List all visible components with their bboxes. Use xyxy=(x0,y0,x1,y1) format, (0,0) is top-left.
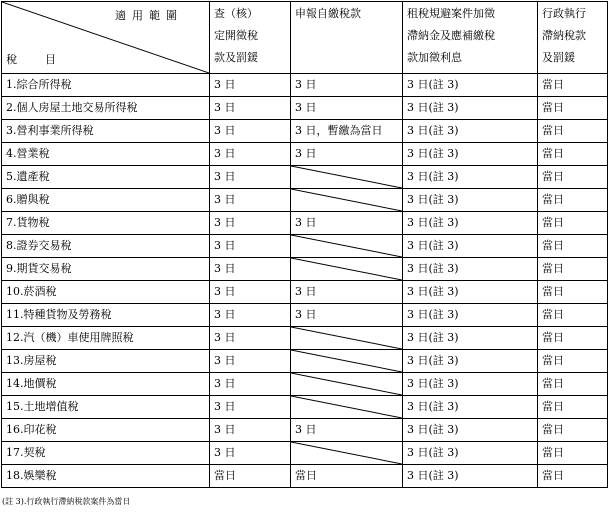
deadline-cell: 3 日(註 3) xyxy=(403,143,538,166)
header-line: 款加徵利息 xyxy=(407,51,462,64)
deadline-cell: 3 日(註 3) xyxy=(403,396,538,419)
diagonal-slash xyxy=(291,442,402,464)
deadline-cell: 3 日(註 3) xyxy=(403,97,538,120)
deadline-cell: 3 日 xyxy=(210,189,291,212)
table-row xyxy=(2,281,608,304)
tax-name-cell: 8.證券交易稅 xyxy=(2,235,210,258)
not-applicable-cell xyxy=(291,235,403,258)
header-administrative-enforcement xyxy=(538,2,608,74)
tax-name-cell: 7.貨物稅 xyxy=(2,212,210,235)
deadline-cell: 3 日 xyxy=(291,143,403,166)
table-row xyxy=(2,212,608,235)
deadline-cell: 3 日 xyxy=(210,442,291,465)
scope-label: 適用範圍 xyxy=(115,9,183,22)
table-row xyxy=(2,304,608,327)
diagonal-slash xyxy=(291,189,402,211)
not-applicable-cell xyxy=(291,258,403,281)
table-row xyxy=(2,396,608,419)
deadline-cell: 當日 xyxy=(538,97,608,120)
deadline-cell: 當日 xyxy=(538,74,608,97)
table-row xyxy=(2,143,608,166)
header-tax-avoidance xyxy=(403,2,538,74)
deadline-cell: 3 日(註 3) xyxy=(403,74,538,97)
not-applicable-cell xyxy=(291,189,403,212)
deadline-cell: 當日 xyxy=(538,143,608,166)
tax-name-cell: 16.印花稅 xyxy=(2,419,210,442)
deadline-cell: 3 日 xyxy=(210,304,291,327)
table-row xyxy=(2,74,608,97)
not-applicable-cell xyxy=(291,396,403,419)
deadline-cell: 當日 xyxy=(538,465,608,488)
not-applicable-cell xyxy=(291,350,403,373)
deadline-cell: 當日 xyxy=(538,281,608,304)
deadline-cell: 3 日 xyxy=(210,74,291,97)
tax-name-cell: 14.地價稅 xyxy=(2,373,210,396)
deadline-cell: 3 日(註 3) xyxy=(403,304,538,327)
deadline-cell: 當日 xyxy=(538,327,608,350)
deadline-cell: 當日 xyxy=(538,350,608,373)
table-row xyxy=(2,166,608,189)
deadline-cell: 當日 xyxy=(538,304,608,327)
deadline-cell: 3 日(註 3) xyxy=(403,189,538,212)
table-row xyxy=(2,419,608,442)
tax-name-cell: 3.營利事業所得稅 xyxy=(2,120,210,143)
deadline-cell: 3 日 xyxy=(291,281,403,304)
deadline-cell: 3 日(註 3) xyxy=(403,235,538,258)
table-body xyxy=(2,74,608,488)
table-row xyxy=(2,373,608,396)
header-line: 及罰鍰 xyxy=(542,51,575,64)
deadline-cell: 當日 xyxy=(538,189,608,212)
diagonal-slash xyxy=(291,258,402,280)
deadline-cell: 3 日(註 3) xyxy=(403,465,538,488)
deadline-cell: 3 日 xyxy=(210,396,291,419)
deadline-cell: 3 日 xyxy=(210,350,291,373)
header-line: 款及罰鍰 xyxy=(214,51,258,64)
table-row xyxy=(2,97,608,120)
deadline-cell: 3 日 xyxy=(210,419,291,442)
deadline-cell: 當日 xyxy=(538,373,608,396)
deadline-cell: 3 日 xyxy=(291,419,403,442)
table-row xyxy=(2,120,608,143)
diagonal-slash xyxy=(291,327,402,349)
deadline-cell: 3 日(註 3) xyxy=(403,120,538,143)
deadline-cell: 3 日(註 3) xyxy=(403,373,538,396)
deadline-cell: 3 日，暫繳為當日 xyxy=(291,120,403,143)
header-row xyxy=(2,2,608,74)
deadline-cell: 當日 xyxy=(538,442,608,465)
tax-schedule-document xyxy=(1,1,608,488)
tax-name-cell: 10.菸酒稅 xyxy=(2,281,210,304)
deadline-cell: 當日 xyxy=(538,166,608,189)
tax-name-cell: 4.營業稅 xyxy=(2,143,210,166)
header-assessment xyxy=(210,2,291,74)
deadline-cell: 3 日(註 3) xyxy=(403,350,538,373)
table-row xyxy=(2,350,608,373)
deadline-cell: 3 日 xyxy=(291,97,403,120)
deadline-cell: 3 日 xyxy=(210,258,291,281)
tax-name-cell: 18.娛樂稅 xyxy=(2,465,210,488)
not-applicable-cell xyxy=(291,373,403,396)
table-row xyxy=(2,442,608,465)
deadline-cell: 當日 xyxy=(538,396,608,419)
deadline-cell: 3 日(註 3) xyxy=(403,442,538,465)
diagonal-slash xyxy=(291,166,402,188)
deadline-cell: 3 日(註 3) xyxy=(403,212,538,235)
deadline-cell: 3 日 xyxy=(291,212,403,235)
deadline-cell: 3 日(註 3) xyxy=(403,166,538,189)
header-line: 行政執行 xyxy=(542,7,586,20)
deadline-cell: 3 日(註 3) xyxy=(403,258,538,281)
deadline-cell: 3 日 xyxy=(291,74,403,97)
header-line: 申報自繳稅款 xyxy=(295,7,361,20)
deadline-cell: 3 日 xyxy=(210,373,291,396)
tax-schedule-table xyxy=(1,1,608,488)
header-line: 滯納金及應補繳稅 xyxy=(407,29,495,42)
not-applicable-cell xyxy=(291,442,403,465)
deadline-cell: 3 日 xyxy=(210,97,291,120)
deadline-cell: 3 日 xyxy=(210,143,291,166)
header-line: 租稅規避案件加徵 xyxy=(407,7,495,20)
deadline-cell: 當日 xyxy=(538,235,608,258)
deadline-cell: 當日 xyxy=(210,465,291,488)
table-row xyxy=(2,189,608,212)
corner-header-cell xyxy=(2,2,210,74)
deadline-cell: 當日 xyxy=(538,120,608,143)
deadline-cell: 3 日 xyxy=(210,166,291,189)
diagonal-slash xyxy=(291,396,402,418)
tax-name-cell: 11.特種貨物及勞務稅 xyxy=(2,304,210,327)
deadline-cell: 當日 xyxy=(538,212,608,235)
not-applicable-cell xyxy=(291,327,403,350)
deadline-cell: 3 日 xyxy=(210,281,291,304)
tax-item-label: 稅目 xyxy=(6,53,84,66)
deadline-cell: 3 日 xyxy=(210,212,291,235)
tax-name-cell: 15.土地增值稅 xyxy=(2,396,210,419)
deadline-cell: 3 日 xyxy=(210,120,291,143)
tax-name-cell: 2.個人房屋土地交易所得稅 xyxy=(2,97,210,120)
table-row xyxy=(2,235,608,258)
deadline-cell: 當日 xyxy=(538,419,608,442)
diagonal-slash xyxy=(291,235,402,257)
diagonal-slash xyxy=(291,373,402,395)
header-line: 定開徵稅 xyxy=(214,29,258,42)
tax-name-cell: 1.綜合所得稅 xyxy=(2,74,210,97)
deadline-cell: 3 日 xyxy=(210,235,291,258)
deadline-cell: 3 日(註 3) xyxy=(403,419,538,442)
deadline-cell: 當日 xyxy=(291,465,403,488)
diagonal-slash xyxy=(291,350,402,372)
tax-name-cell: 12.汽（機）車使用牌照稅 xyxy=(2,327,210,350)
tax-name-cell: 13.房屋稅 xyxy=(2,350,210,373)
deadline-cell: 3 日 xyxy=(210,327,291,350)
deadline-cell: 3 日 xyxy=(291,304,403,327)
tax-name-cell: 17.契稅 xyxy=(2,442,210,465)
table-row xyxy=(2,465,608,488)
header-line: 滯納稅款 xyxy=(542,29,586,42)
not-applicable-cell xyxy=(291,166,403,189)
header-line: 查（核） xyxy=(214,7,258,20)
table-row xyxy=(2,327,608,350)
header-self-payment xyxy=(291,2,403,74)
tax-name-cell: 9.期貨交易稅 xyxy=(2,258,210,281)
footnote: (註 3).行政執行滯納稅款案件為當日 xyxy=(2,497,131,506)
deadline-cell: 3 日(註 3) xyxy=(403,281,538,304)
deadline-cell: 3 日(註 3) xyxy=(403,327,538,350)
deadline-cell: 當日 xyxy=(538,258,608,281)
tax-name-cell: 5.遺產稅 xyxy=(2,166,210,189)
tax-name-cell: 6.贈與稅 xyxy=(2,189,210,212)
table-row xyxy=(2,258,608,281)
